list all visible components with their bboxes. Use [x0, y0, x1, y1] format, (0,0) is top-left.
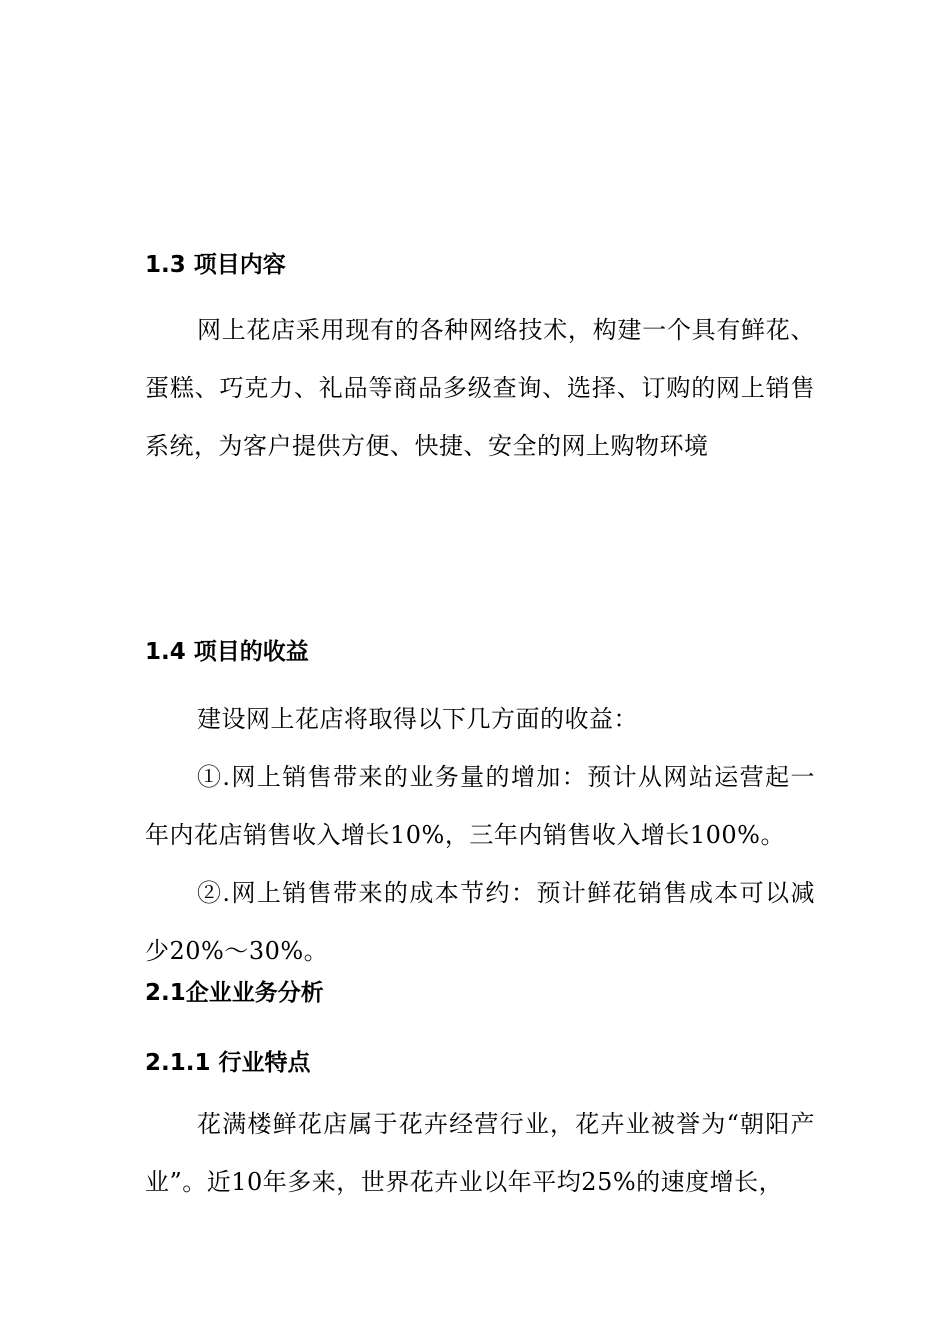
section-2-1-heading: 2.1企业业务分析	[145, 980, 324, 1006]
section-1-3-paragraph: 网上花店采用现有的各种网络技术，构建一个具有鲜花、蛋糕、巧克力、礼品等商品多级查询、选择、订购的网上销售系统，为客户提供方便、快捷、安全的网上购物环境	[145, 316, 815, 460]
section-1-4-intro: 建设网上花店将取得以下几方面的收益：	[197, 705, 638, 733]
section-2-1-1-body	[145, 1095, 815, 1211]
section-2-1-1-heading: 2.1.1 行业特点	[145, 1050, 311, 1076]
section-2-1-1-paragraph: 花满楼鲜花店属于花卉经营行业，花卉业被誉为“朝阳产业”。近10年多来，世界花卉业以年平均25%的速度增长，	[145, 1110, 815, 1196]
section-1-4-body	[145, 690, 815, 980]
section-1-4-item-1: ①.网上销售带来的业务量的增加：预计从网站运营起一年内花店销售收入增长10%，三年内销售收入增长100%。	[145, 763, 815, 849]
section-1-4-item-2: ②.网上销售带来的成本节约：预计鲜花销售成本可以减少20%～30%。	[145, 879, 815, 965]
section-1-3-body	[145, 301, 815, 475]
section-1-4-heading: 1.4 项目的收益	[145, 639, 309, 665]
section-1-3-heading: 1.3 项目内容	[145, 252, 286, 278]
